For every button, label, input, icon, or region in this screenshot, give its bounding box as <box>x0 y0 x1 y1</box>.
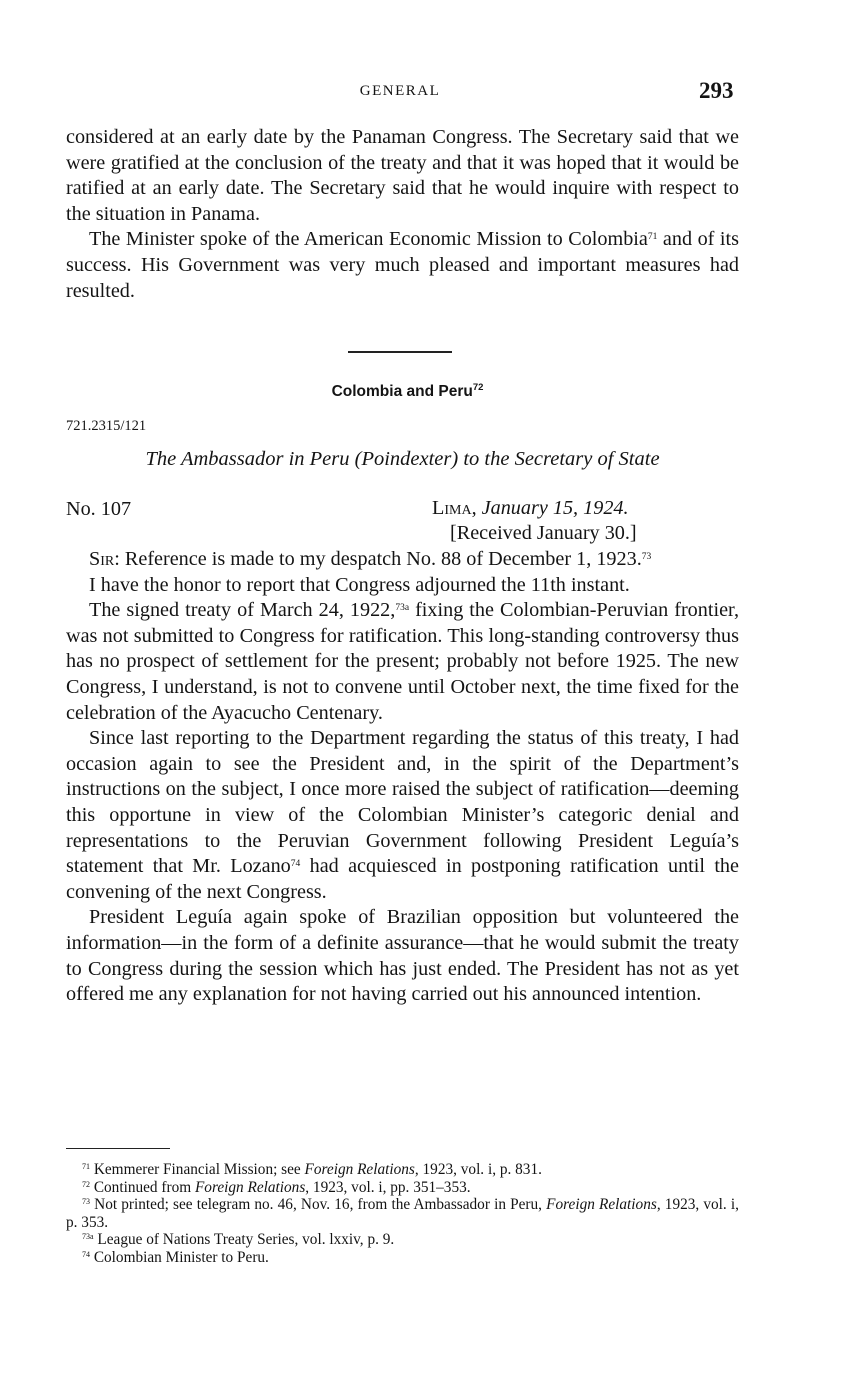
paragraph-economic-mission: The Minister spoke of the American Economic Mission to Colombia$^{71}$ and of its success. His Government was very much pleased and important measures had resulted. <box>66 228 739 302</box>
footnote-ref-74: 74 <box>290 859 301 870</box>
footnote-71: $^{71}$ Kemmerer Financial Mission; see Foreign Relations, 1923, vol. i, p. 831. <box>82 1161 542 1178</box>
despatch-number: No. 107 <box>66 498 132 520</box>
footnote-72: $^{72}$ Continued from Foreign Relations, 1923, vol. i, pp. 351–353. <box>82 1178 471 1196</box>
page-number: 293 <box>699 78 734 103</box>
letter-body <box>66 547 739 1008</box>
place: Lima <box>432 497 472 519</box>
footnote-74: $^{74}$ Colombian Minister to Peru. <box>82 1248 269 1266</box>
footnote-73: $^{73}$ Not printed; see telegram no. 46, Nov. 16, from the Ambassador in Peru, Foreign Relations, 1923, vol. i, p. 353. <box>66 1196 739 1231</box>
section-title: Colombia and Peru$^{72}$ <box>331 382 484 400</box>
section-divider <box>348 351 452 353</box>
paragraph-continued: considered at an early date by the Panaman Congress. The Secretary said that we were gratified at the conclusion of the treaty and that it was hoped that it would be ratified at an early date. The Secretary said that he would inquire with respect to the situation in Panama. <box>66 126 739 225</box>
letter-paragraph-salutation: Sir: Reference is made to my despatch No. 88 of December 1, 1923.73 <box>89 548 652 570</box>
footnote-ref-73: 73 <box>641 552 652 562</box>
place-date: Lima, January 15, 1924. <box>432 497 629 519</box>
letter-paragraph: President Leguía again spoke of Brazilian opposition but volunteered the information—in the form of a definite assurance—that he would submit the treaty to Congress during the session which has just ended. The President has not as yet offered me any explanation for not having carried out his announced intention. <box>66 906 739 1006</box>
running-head: GENERAL <box>359 83 441 99</box>
received-note: [Received January 30.] <box>450 522 637 544</box>
date: January 15, 1924. <box>481 497 629 519</box>
footnote-ref-72: 72 <box>472 382 484 393</box>
footnote-ref-71: 71 <box>647 232 658 243</box>
footnote-ref-73a: 73a <box>395 603 410 614</box>
footnote-divider <box>66 1148 170 1149</box>
letter-paragraph: Since last reporting to the Department regarding the status of this treaty, I had occasion again to see the President and, in the spirit of the Department’s instructions on the subject, I once more raised the subject of ratification—deeming this opportune in view of the Colombian Minister’s categoric denial and representations to the Peruvian Government following President Leguía’s statement that Mr. Lozano$^{74}$ had acquiesced in postponing ratification until the convening of the next Congress. <box>66 727 739 903</box>
letter-paragraph: I have the honor to report that Congress adjourned the 11th instant. <box>89 573 630 596</box>
document-title: The Ambassador in Peru (Poindexter) to the Secretary of State <box>145 448 660 470</box>
file-number: 721.2315/121 <box>66 418 147 434</box>
letter-paragraph: The signed treaty of March 24, 1922,$^{73a}$ fixing the Colombian-Peruvian frontier, was not submitted to Congress for ratification. This long-standing controversy thus has no prospect of settlement for the present; probably not before 1925. The new Congress, I understand, is not to convene until October next, the time fixed for the celebration of the Ayacucho Centenary. <box>66 599 739 724</box>
footnotes <box>66 1161 739 1267</box>
top-text-block <box>66 125 739 304</box>
footnote-73a: $^{73a}$ League of Nations Treaty Series, vol. lxxiv, p. 9. <box>82 1231 395 1249</box>
